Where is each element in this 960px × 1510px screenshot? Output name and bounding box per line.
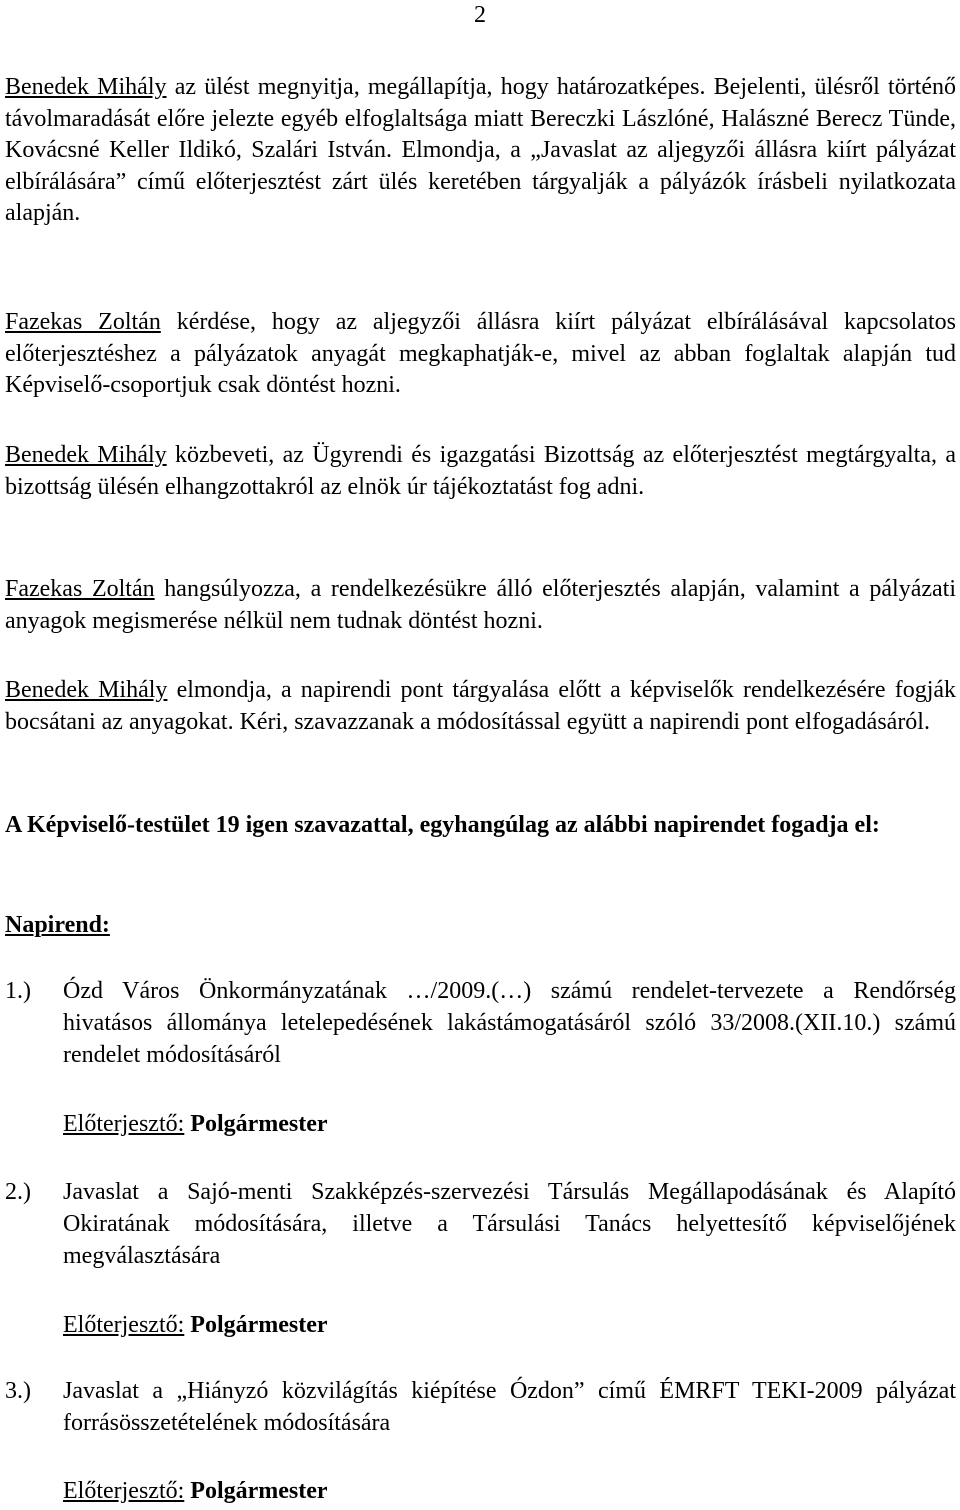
paragraph-question bbox=[5, 307, 956, 402]
agenda-item-presenter bbox=[63, 1475, 328, 1507]
speaker-name: Fazekas Zoltán bbox=[5, 576, 155, 602]
speaker-name: Fazekas Zoltán bbox=[5, 309, 161, 335]
agenda-item-text: Ózd Város Önkormányzatának …/2009.(…) számú rendelet-tervezete a Rendőrség hivatásos állománya letelepedésének lakástámogatásáról szóló 33/2008.(XII.10.) számú rendelet módosításáról bbox=[63, 978, 956, 1068]
presenter-label: Előterjesztő: bbox=[63, 1312, 185, 1338]
agenda-item-number: 3.) bbox=[5, 1378, 31, 1404]
agenda-item-text: Javaslat a Sajó-menti Szakképzés-szervezési Társulás Megállapodásának és Alapító Okiratának módosítására, illetve a Társulási Tanács helyettesítő képviselőjének megválasztására bbox=[63, 1179, 956, 1269]
presenter-label: Előterjesztő: bbox=[63, 1478, 185, 1504]
presenter-value: Polgármester bbox=[190, 1312, 328, 1338]
speaker-name: Benedek Mihály bbox=[5, 74, 167, 100]
presenter-label: Előterjesztő: bbox=[63, 1111, 185, 1137]
presenter-value: Polgármester bbox=[190, 1111, 328, 1137]
page-number: 2 bbox=[474, 2, 486, 28]
speaker-name: Benedek Mihály bbox=[5, 677, 168, 703]
paragraph-text: hangsúlyozza, a rendelkezésükre álló előterjesztés alapján, valamint a pályázati anyagok megismerése nélkül nem tudnak döntést hozni. bbox=[5, 576, 956, 634]
paragraph-vote-request bbox=[5, 675, 956, 738]
agenda-item-number: 1.) bbox=[5, 978, 31, 1004]
paragraph-text: elmondja, a napirendi pont tárgyalása előtt a képviselők rendelkezésére fogják bocsátani az anyagokat. Kéri, szavazzanak a módosítással együtt a napirendi pont elfogadásáról. bbox=[5, 677, 957, 735]
paragraph-interjection bbox=[5, 440, 956, 503]
agenda-heading: Napirend: bbox=[5, 912, 110, 938]
presenter-value: Polgármester bbox=[190, 1478, 328, 1504]
speaker-name: Benedek Mihály bbox=[5, 442, 167, 468]
agenda-item-presenter bbox=[63, 1108, 328, 1140]
paragraph-text: kérdése, hogy az aljegyzői állásra kiírt pályázat elbírálásával kapcsolatos előterjesztéshez a pályázatok anyagát megkaphatják-e, mivel az abban foglaltak alapján tud Képviselő-csoportjuk csak döntést hozni. bbox=[5, 309, 957, 398]
resolution-text: A Képviselő-testület 19 igen szavazattal, egyhangúlag az alábbi napirendet fogadja el: bbox=[5, 812, 880, 838]
paragraph-emphasis bbox=[5, 574, 956, 637]
paragraph-opening bbox=[5, 72, 956, 230]
agenda-item-number: 2.) bbox=[5, 1179, 31, 1205]
agenda-item-presenter bbox=[63, 1309, 328, 1341]
paragraph-text: az ülést megnyitja, megállapítja, hogy határozatképes. Bejelenti, ülésről történő távolmaradását előre jelezte egyéb elfoglaltsága miatt Bereczki Lászlóné, Halászné Berecz Tünde, Kovácsné Keller Ildikó, Szalári István. Elmondja, a „Javaslat az aljegyzői állásra kiírt pályázat elbírálására” című előterjesztést zárt ülés keretében tárgyalják a pályázók írásbeli nyilatkozata alapján. bbox=[5, 74, 957, 226]
agenda-item-text: Javaslat a „Hiányzó közvilágítás kiépítése Ózdon” című ÉMRFT TEKI-2009 pályázat forrásösszetételének módosítására bbox=[63, 1378, 956, 1436]
paragraph-text: közbeveti, az Ügyrendi és igazgatási Bizottság az előterjesztést megtárgyalta, a bizottság ülésén elhangzottakról az elnök úr tájékoztatást fog adni. bbox=[5, 442, 956, 500]
